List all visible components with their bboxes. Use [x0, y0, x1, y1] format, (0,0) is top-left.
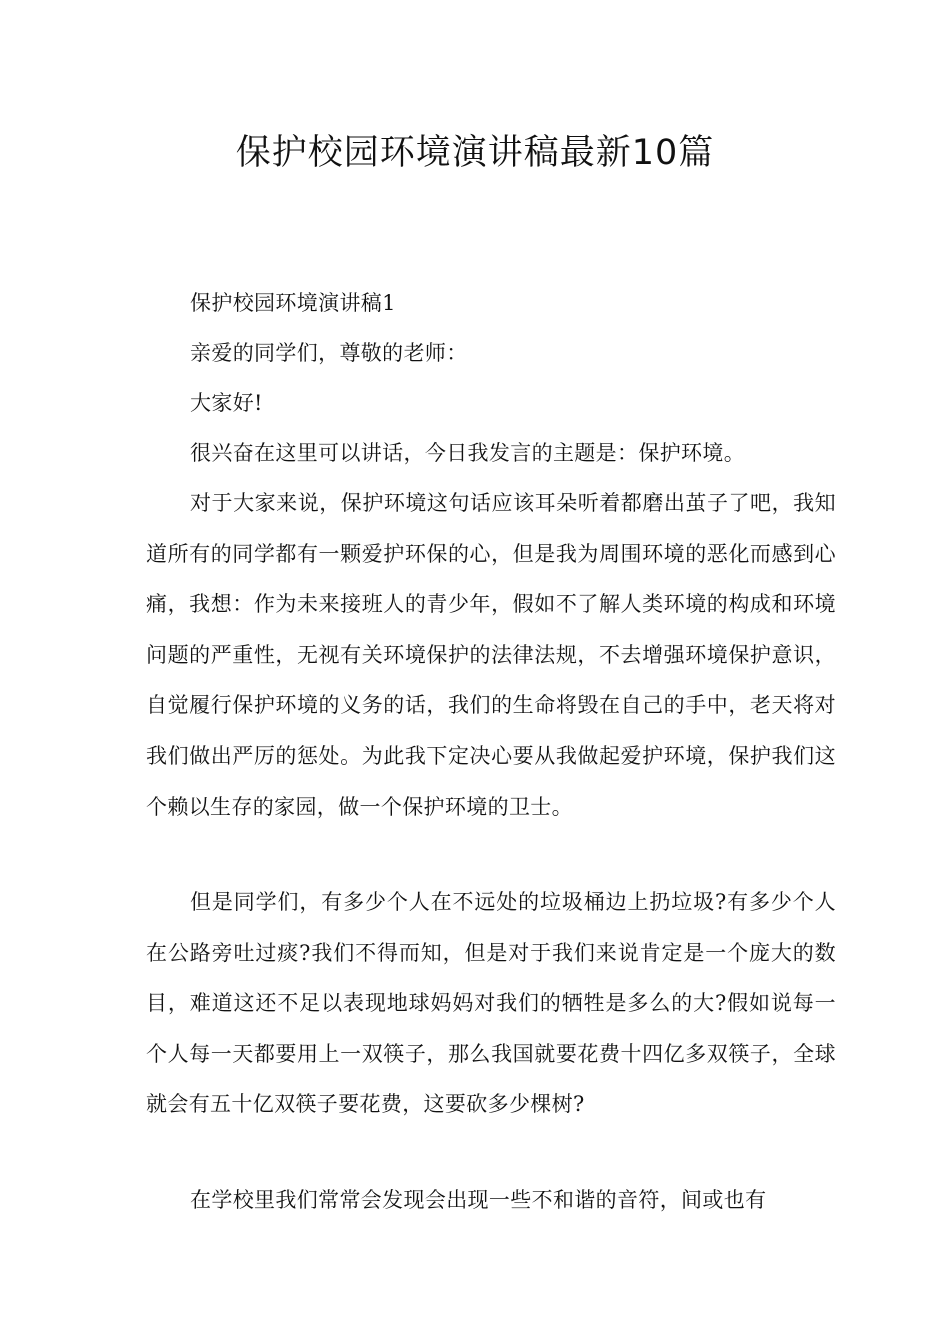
- greeting: 大家好!: [190, 391, 263, 415]
- salutation: 亲爱的同学们，尊敬的老师：: [190, 341, 468, 365]
- body-paragraph: 在学校里我们常常会发现会出现一些不和谐的音符，间或也有: [190, 1188, 767, 1212]
- body-paragraph: 对于大家来说，保护环境这句话应该耳朵听着都磨出茧子了吧，我知道所有的同学都有一颗爱护环保的心，但是我为周围环境的恶化而感到心痛，我想：作为未来接班人的青少年，假如不了解人类环境的构成和环境问题的严重性，无视有关环境保护的法律法规，不去增强环境保护意识，自觉履行保护环境的义务的话，我们的生命将毁在自己的手中，老天将对我们做出严厉的惩处。为此我下定决心要从我做起爱护环境，保护我们这个赖以生存的家园，做一个保护环境的卫士。: [146, 491, 836, 819]
- section-heading: 保护校园环境演讲稿1: [190, 291, 396, 315]
- page-title: 保护校园环境演讲稿最新10篇: [235, 133, 715, 173]
- intro-paragraph: 很兴奋在这里可以讲话，今日我发言的主题是：保护环境。: [190, 441, 746, 465]
- body-paragraph: 但是同学们，有多少个人在不远处的垃圾桶边上扔垃圾?有多少个人在公路旁吐过痰?我们不得而知，但是对于我们来说肯定是一个庞大的数目，难道这还不足以表现地球妈妈对我们的牺牲是多么的大?假如说每一个人每一天都要用上一双筷子，那么我国就要花费十四亿多双筷子，全球就会有五十亿双筷子要花费，这要砍多少棵树?: [146, 890, 836, 1117]
